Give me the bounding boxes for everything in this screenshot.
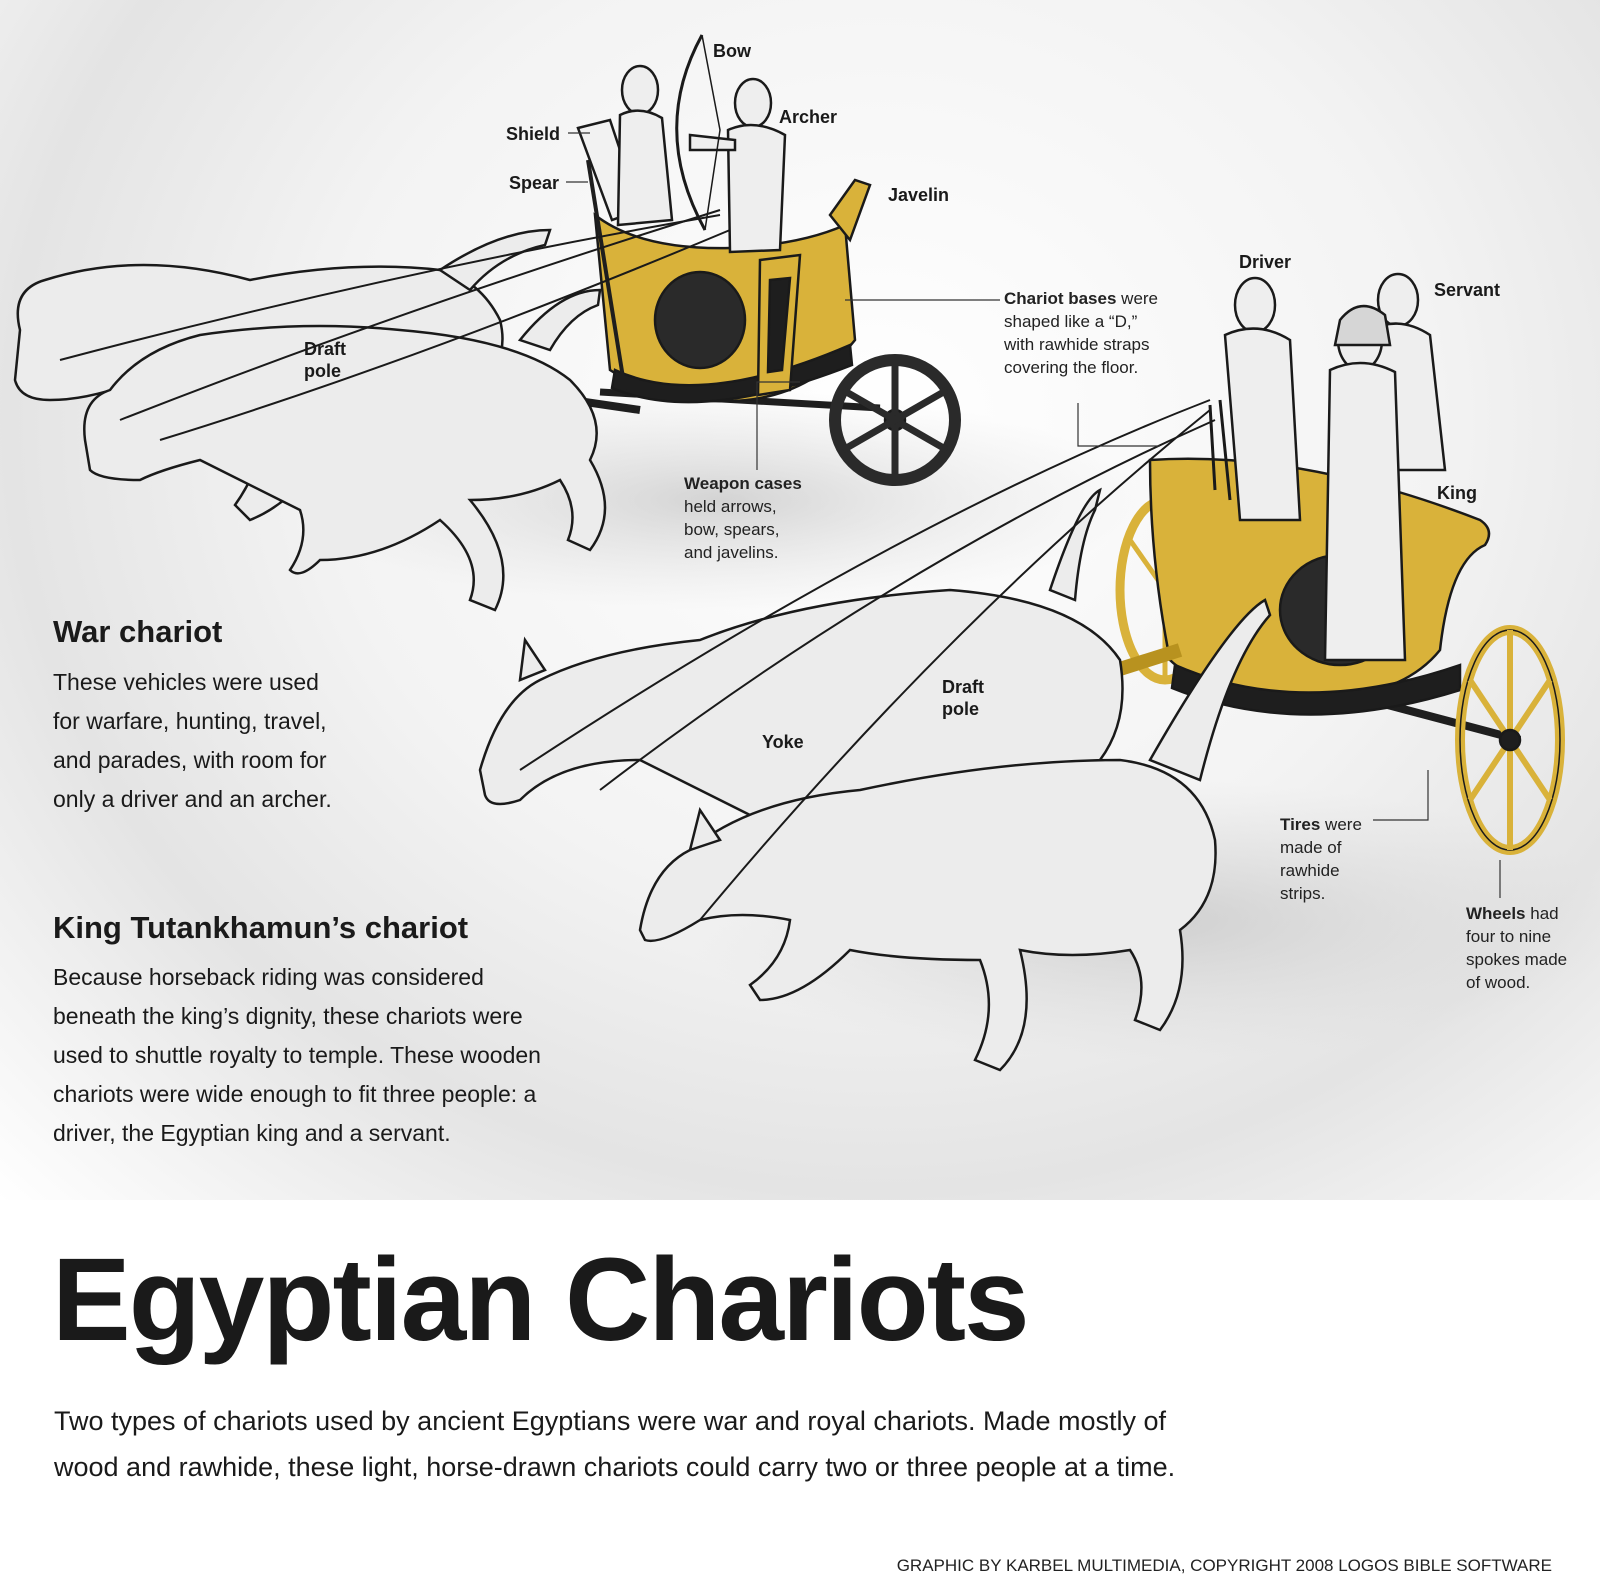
intro-line: wood and rawhide, these light, horse-drawn chariots could carry two or three people at a time. [54,1452,1176,1482]
note-tires-line: rawhide [1280,861,1340,880]
note-weapon-cases-line: held arrows, [684,497,777,516]
note-weapon-cases-bold: Weapon cases [684,474,802,493]
intro-line: Two types of chariots used by ancient Egyptians were war and royal chariots. Made mostly of [54,1406,1167,1436]
label-draft-pole-war [304,338,346,382]
king-near-wheel [1460,630,1560,850]
note-weapon-cases-line: bow, spears, [684,520,780,539]
label-servant: Servant [1434,280,1501,300]
king-chariot-line: used to shuttle royalty to temple. These wooden [53,1042,541,1068]
war-chariot-line: These vehicles were used [53,669,319,695]
page-title: Egyptian Chariots [52,1234,1028,1366]
war-chariot-description [53,663,332,819]
king-chariot-line: driver, the Egyptian king and a servant. [53,1120,451,1146]
note-chariot-bases-bold: Chariot bases [1004,289,1117,308]
label-draft-pole-king-line1: Draft [942,677,985,697]
note-wheels-line: spokes made [1466,950,1568,969]
note-weapon-cases [684,472,802,564]
note-wheels-line: four to nine [1466,927,1552,946]
label-spear: Spear [509,173,560,193]
note-chariot-bases-line: covering the floor. [1004,358,1139,377]
note-tires-bold: Tires [1280,815,1321,834]
war-chariot-line: for warfare, hunting, travel, [53,708,327,734]
note-chariot-bases [1004,287,1158,379]
note-chariot-bases-line: with rawhide straps [1004,335,1150,354]
war-chariot-line: only a driver and an archer. [53,786,332,812]
king-chariot-line: chariots were wide enough to fit three people: a [53,1081,537,1107]
king-chariot-heading: King Tutankhamun’s chariot [53,910,469,945]
intro-text [54,1398,1175,1490]
king-chariot-line: Because horseback riding was considered [53,964,484,990]
note-tires-line: strips. [1280,884,1326,903]
note-wheels-rest: had [1525,904,1559,923]
label-yoke: Yoke [762,732,804,752]
note-wheels-line: of wood. [1466,973,1531,992]
label-bow: Bow [713,41,751,61]
label-shield: Shield [506,124,561,144]
label-draft-pole-king [942,676,984,720]
war-chariot-line: and parades, with room for [53,747,327,773]
note-tires [1280,813,1362,905]
king-chariot-description [53,958,541,1153]
note-tires-line: made of [1280,838,1342,857]
label-draft-pole-war-line1: Draft [304,339,347,359]
note-tires-rest: were [1320,815,1362,834]
note-weapon-cases-line: and javelins. [684,543,779,562]
note-wheels [1466,902,1567,994]
label-draft-pole-king-line2: pole [942,699,980,719]
credit-line: GRAPHIC BY KARBEL MULTIMEDIA, COPYRIGHT 2008 LOGOS BIBLE SOFTWARE [896,1556,1552,1575]
note-wheels-bold: Wheels [1466,904,1526,923]
label-driver: Driver [1239,252,1292,272]
label-draft-pole-war-line2: pole [304,361,342,381]
war-chariot-heading: War chariot [53,614,223,649]
king-chariot-line: beneath the king’s dignity, these chariots were [53,1003,523,1029]
label-javelin: Javelin [888,185,950,205]
note-chariot-bases-line: shaped like a “D,” [1004,312,1138,331]
note-chariot-bases-rest: were [1116,289,1159,308]
label-archer: Archer [779,107,838,127]
label-king: King [1437,483,1477,503]
